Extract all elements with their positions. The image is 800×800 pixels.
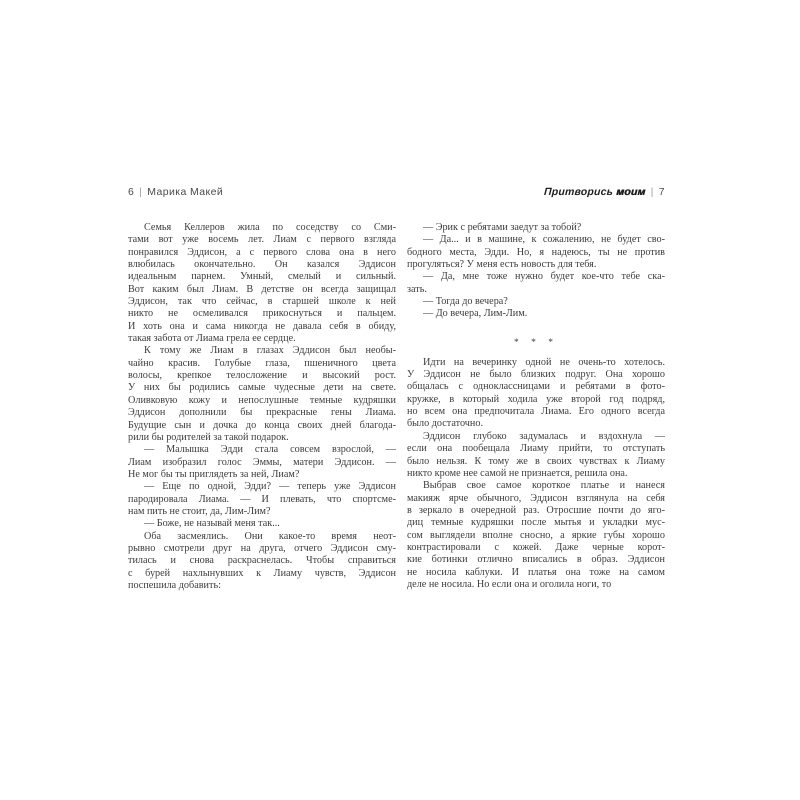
text-line: общалась с одноклассницами и ребятами в фото- [407, 381, 665, 393]
text-line: тами вот уже восемь лет. Лиам с первого взгляда [128, 234, 396, 246]
book-title-word-2: моим [616, 186, 647, 198]
text-line: рывно смотрели друг на друга, отчего Эддисон сму- [128, 542, 396, 554]
text-line: — Да, мне тоже нужно будет кое-что тебе ска- [423, 271, 665, 283]
page-body-left [128, 222, 396, 592]
book-title [544, 186, 646, 199]
text-line: деле не носила. Но если она и оголила ноги, то [407, 578, 612, 590]
text-line: Эддисон, так что сейчас, в старшей школе к ней [128, 296, 396, 308]
book-title-word-1: Притворись [544, 186, 614, 198]
text-line: было достаточно. [407, 418, 484, 430]
text-line: — Еще по одной, Эдди? — теперь уже Эддисон [144, 481, 396, 493]
page-body-right [407, 222, 665, 591]
page-right [407, 186, 665, 591]
text-line: Вот каким был Лиам. В детстве он всегда защищал [128, 283, 396, 295]
text-line: Не мог бы ты приглядеть за ней, Лиам? [128, 468, 300, 480]
text-line: если она пообещала Лиаму прийти, то отступать [407, 443, 665, 455]
text-line: зать. [407, 283, 427, 295]
running-header-left [128, 186, 396, 199]
author-name: Марика Макей [147, 186, 224, 198]
scene-separator: * * * [514, 337, 558, 348]
text-line: — Эрик с ребятами заедут за тобой? [423, 222, 582, 233]
text-line: К тому же Лиам в глазах Эддисон был необы- [144, 345, 396, 357]
text-line: нам пить не стоит, да, Лим-Лим? [128, 505, 271, 517]
text-line: Семья Келлеров жила по соседству со Сми- [144, 222, 396, 233]
text-line: кие ботинки отлично вписались в образ. Эддисон [407, 554, 665, 566]
header-divider: | [139, 187, 143, 198]
text-line: не носила каблуки. И платья она тоже на самом [407, 566, 665, 578]
text-line: волосы, крепкое телосложение и высокий рост. [128, 370, 396, 382]
text-line: Эддисон глубоко задумалась и вздохнула — [423, 430, 665, 442]
text-line: Выбрав свое самое короткое платье и нанеся [423, 480, 665, 492]
text-line: идеальным парнем. Умный, смелый и сильный. [128, 271, 396, 283]
text-line: прогуляться? У меня есть новость для тебя. [407, 259, 597, 271]
text-line: кружке, в который ходила уже второй год подряд, [407, 393, 665, 405]
header-divider: | [650, 187, 654, 198]
text-line: поспешила добавить: [128, 579, 221, 591]
text-line: чайно красив. Голубые глаза, пшеничного цвета [128, 357, 396, 369]
page-left [128, 186, 396, 592]
text-line: Будущие сын и дочка до конца своих дней благода- [128, 419, 396, 431]
text-line: Оливковую кожу и непослушные темные кудряшки [128, 394, 396, 406]
text-line: пародировала Лиама. — И плевать, что спортсме- [128, 493, 396, 505]
text-line: но всем она предпочитала Лиама. Его одного всегда [407, 406, 665, 418]
text-line: бодного места, Эдди. Но, я надеюсь, ты не против [407, 246, 665, 258]
text-line: макияж ярче обычного, Эддисон взглянула на себя [407, 492, 665, 504]
text-line: У Эддисон не было близких подруг. Она хорошо [407, 369, 665, 381]
text-line: было нельзя. К тому же в своих чувствах к Лиаму [407, 455, 665, 467]
text-line: — Малышка Эдди стала совсем взрослой, — [144, 444, 396, 456]
text-line: Лиам изобразил голос Эммы, матери Эддисон. — [128, 456, 396, 468]
text-line: Оба засмеялись. Они какое-то время неот- [144, 530, 396, 542]
text-line: тилась и снова раскраснелась. Чтобы справиться [128, 555, 396, 567]
page-number-right: 7 [658, 186, 665, 198]
text-line: диц темные кудряшки после мытья и укладки мус- [407, 517, 665, 529]
text-line: с бурей нахлынувших к Лиаму чувств, Эддисон [128, 567, 396, 579]
text-line: такая забота от Лиама грела ее сердце. [128, 333, 296, 345]
text-line: У них бы родились самые чудесные дети на свете. [128, 382, 396, 394]
text-line: И хоть она и сама никогда не давала себя в обиду, [128, 320, 396, 332]
text-line: — Боже, не называй меня так... [144, 518, 280, 530]
text-line: никто не осмеливался прикоснуться и пальцем. [128, 308, 396, 320]
text-line: влюбилась окончательно. Он казался Эддисон [128, 259, 396, 271]
text-line: контрастировали с кожей. Даже черные корот- [407, 541, 665, 553]
running-header-right [407, 186, 665, 199]
text-line: рили бы родителей за такой подарок. [128, 431, 289, 443]
text-line: никто кроме нее самой не признается, решила она. [407, 467, 628, 479]
text-line: в зеркало в очередной раз. Отросшие почти до яго- [407, 504, 665, 516]
text-line: Эддисон дополнили бы прекрасные гены Лиама. [128, 407, 396, 419]
text-line: Идти на вечеринку одной не очень-то хотелось. [423, 356, 665, 368]
page-number-left: 6 [128, 186, 135, 198]
text-line: — Тогда до вечера? [423, 296, 508, 308]
text-line: сом выглядели вполне сносно, а яркие губы хорошо [407, 529, 665, 541]
text-line: понравился Эддисон, а с первого слова она в него [128, 246, 396, 258]
text-line: — Да... и в машине, к сожалению, не будет сво- [423, 234, 665, 246]
text-line: — До вечера, Лим-Лим. [423, 308, 528, 320]
